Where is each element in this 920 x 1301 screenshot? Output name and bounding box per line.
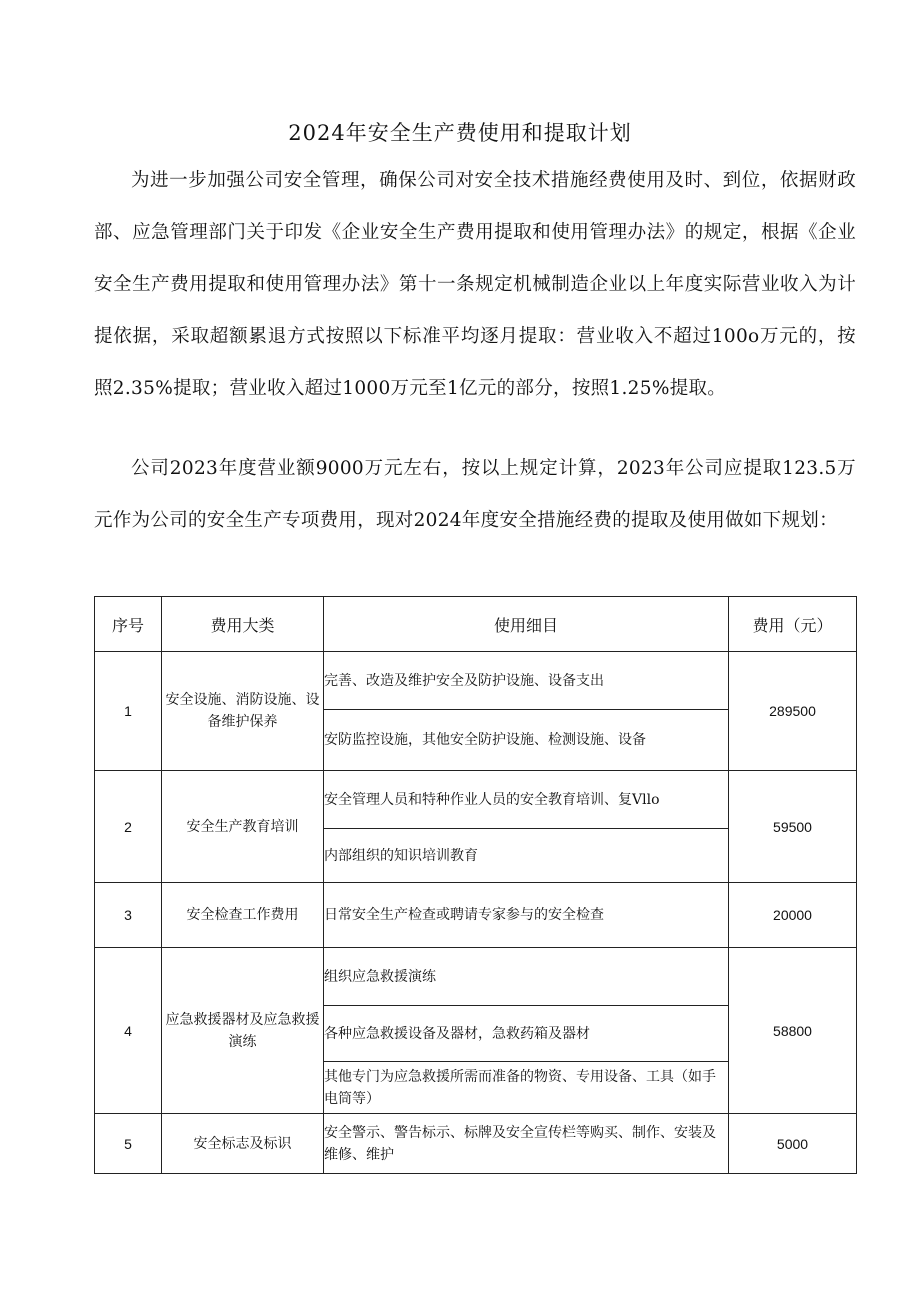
expense-table <box>94 596 857 1174</box>
table-row <box>95 771 857 829</box>
table-row <box>95 948 857 1006</box>
row-cost: 289500 <box>729 652 857 771</box>
document-title: 2024年安全生产费使用和提取计划 <box>288 121 632 145</box>
row-detail: 安全管理人员和特种作业人员的安全教育培训、复Vllo <box>324 771 729 829</box>
row-category: 应急救援器材及应急救援演练 <box>162 948 324 1114</box>
row-detail: 各种应急救援设备及器材，急救药箱及器材 <box>324 1006 729 1062</box>
row-category: 安全设施、消防设施、设备维护保养 <box>162 652 324 771</box>
row-number: 1 <box>95 652 162 771</box>
row-number: 4 <box>95 948 162 1114</box>
plan-paragraph: 公司2023年度营业额9000万元左右，按以上规定计算，2023年公司应提取123.5万元作为公司的安全生产专项费用，现对2024年度安全措施经费的提取及使用做如下规划： <box>94 458 856 531</box>
intro-paragraph: 为进一步加强公司安全管理，确保公司对安全技术措施经费使用及时、到位，依据财政部、应急管理部门关于印发《企业安全生产费用提取和使用管理办法》的规定，根据《企业安全生产费用提取和使用管理办法》第十一条规定机械制造企业以上年度实际营业收入为计提依据，采取超额累退方式按照以下标准平均逐月提取：营业收入不超过100o万元的，按照2.35%提取；营业收入超过1000万元至1亿元的部分，按照1.25%提取。 <box>94 170 856 399</box>
row-cost: 59500 <box>729 771 857 883</box>
row-category: 安全标志及标识 <box>162 1114 324 1174</box>
table-row <box>95 1114 857 1174</box>
row-number: 2 <box>95 771 162 883</box>
row-category: 安全检查工作费用 <box>162 883 324 948</box>
row-detail: 完善、改造及维护安全及防护设施、设备支出 <box>324 652 729 710</box>
row-cost: 58800 <box>729 948 857 1114</box>
row-number: 5 <box>95 1114 162 1174</box>
header-number: 序号 <box>95 597 162 652</box>
row-category: 安全生产教育培训 <box>162 771 324 883</box>
row-detail: 日常安全生产检查或聘请专家参与的安全检查 <box>324 883 729 948</box>
table-row <box>95 883 857 948</box>
row-detail: 其他专门为应急救援所需而准备的物资、专用设备、工具（如手电筒等） <box>324 1062 729 1114</box>
table-row <box>95 652 857 710</box>
row-detail: 组织应急救援演练 <box>324 948 729 1006</box>
row-detail: 安防监控设施，其他安全防护设施、检测设施、设备 <box>324 710 729 771</box>
row-detail: 安全警示、警告标示、标牌及安全宣传栏等购买、制作、安装及维修、维护 <box>324 1114 729 1174</box>
header-details: 使用细目 <box>324 597 729 652</box>
row-cost: 20000 <box>729 883 857 948</box>
header-cost: 费用（元） <box>729 597 857 652</box>
header-category: 费用大类 <box>162 597 324 652</box>
table-header-row <box>95 597 857 652</box>
row-number: 3 <box>95 883 162 948</box>
row-cost: 5000 <box>729 1114 857 1174</box>
row-detail: 内部组织的知识培训教育 <box>324 829 729 883</box>
